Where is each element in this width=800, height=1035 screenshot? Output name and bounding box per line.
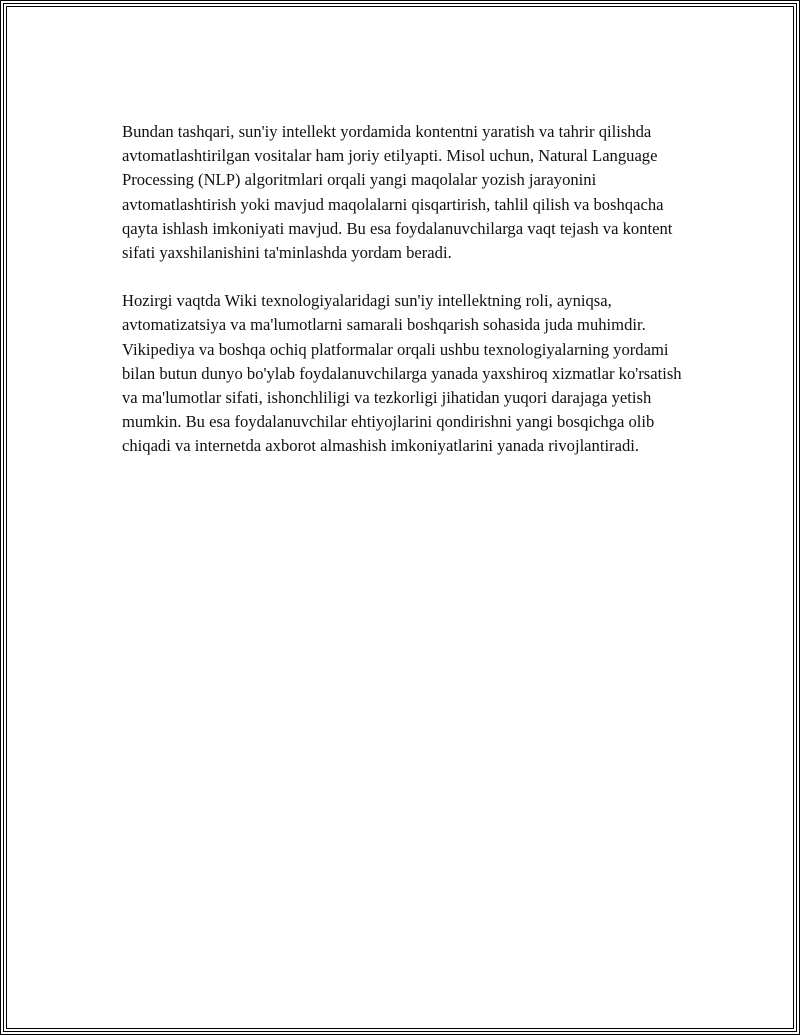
paragraph-1: Bundan tashqari, sun'iy intellekt yordamida kontentni yaratish va tahrir qilishda avtomatlashtirilgan vositalar ham joriy etilyapti. Misol uchun, Natural Language Processing (NLP) algoritmlari orqali yangi maqolalar yozish jarayonini avtomatlashtirish yoki mavjud maqolalarni qisqartirish, tahlil qilish va boshqacha qayta ishlash imkoniyati mavjud. Bu esa foydalanuvchilarga vaqt tejash va kontent sifati yaxshilanishini ta'minlashda yordam beradi. bbox=[122, 122, 673, 263]
paragraph-2: Hozirgi vaqtda Wiki texnologiyalaridagi sun'iy intellektning roli, ayniqsa, avtomatizatsiya va ma'lumotlarni samarali boshqarish sohasida juda muhimdir. Vikipediya va boshqa ochiq platformalar orqali ushbu texnologiyalarning yordami bilan butun dunyo bo'ylab foydalanuvchilarga yanada yaxshiroq xizmatlar ko'rsatish va ma'lumotlar sifati, ishonchliligi va tezkorligi jihatidan yuqori darajaga yetish mumkin. Bu esa foydalanuvchilar ehtiyojlarini qondirishni yangi bosqichga olib chiqadi va internetda axborot almashish imkoniyatlarini yanada rivojlantiradi. bbox=[122, 291, 682, 456]
document-body bbox=[122, 120, 692, 483]
